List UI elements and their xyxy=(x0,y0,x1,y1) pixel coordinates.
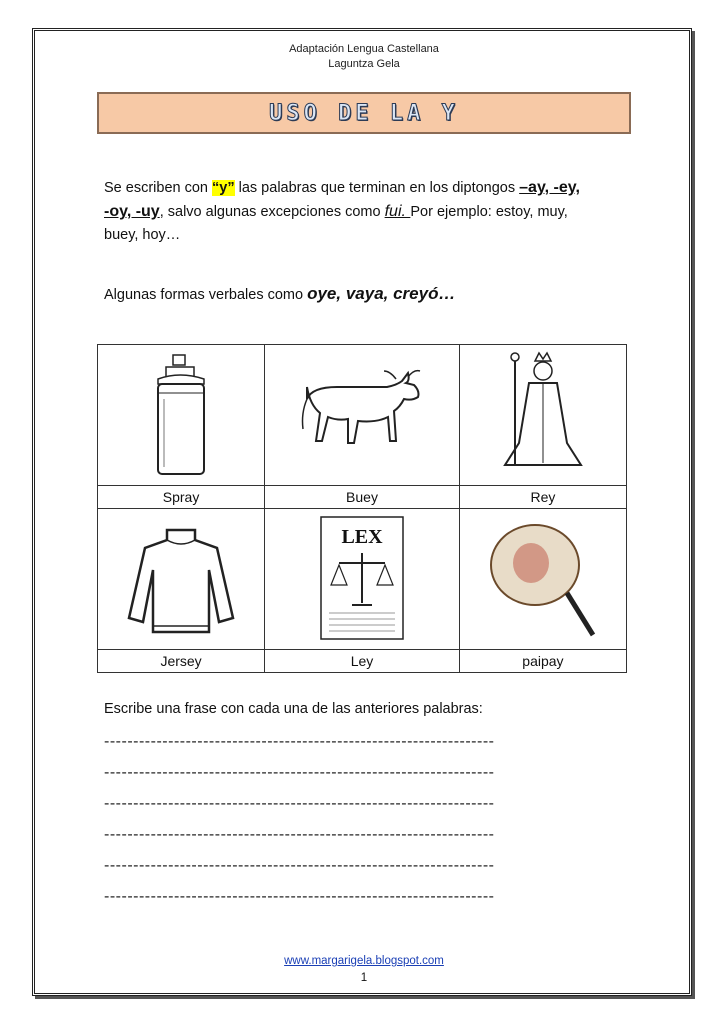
law-document-icon xyxy=(317,513,407,643)
writing-line[interactable]: ------------------------------------------------------------------- xyxy=(104,764,495,781)
label-spray: Spray xyxy=(98,486,265,509)
header-line-1: Adaptación Lengua Castellana xyxy=(289,43,439,55)
title-banner xyxy=(97,92,631,134)
image-cell-jersey xyxy=(98,509,265,650)
ox-icon xyxy=(292,359,432,469)
footer-link[interactable]: www.margarigela.blogspot.com xyxy=(284,955,444,967)
header-line-2: Laguntza Gela xyxy=(328,58,400,70)
exercise-instruction: Escribe una frase con cada una de las anteriores palabras: xyxy=(104,701,483,717)
rule-text-1: Se escriben con xyxy=(104,180,213,196)
writing-line[interactable]: ------------------------------------------------------------------- xyxy=(104,733,495,750)
image-cell-paipay xyxy=(459,509,626,650)
exception-fui: fui. xyxy=(384,203,411,220)
verbs-paragraph xyxy=(104,282,624,307)
label-ley: Ley xyxy=(265,650,460,673)
image-cell-buey xyxy=(265,345,460,486)
diphthongs-2: -oy, -uy xyxy=(104,203,160,220)
rule-text-5: buey, hoy… xyxy=(104,227,181,243)
rule-text-4: Por ejemplo: estoy, muy, xyxy=(410,204,568,220)
rule-text-2: las palabras que terminan en los diptongos xyxy=(234,180,520,196)
king-icon xyxy=(493,349,593,479)
page-title: USO DE LA Y xyxy=(269,100,459,126)
sweater-icon xyxy=(121,518,241,638)
footer-url-wrap xyxy=(0,955,728,967)
writing-line[interactable]: ------------------------------------------------------------------- xyxy=(104,888,495,905)
verbs-examples: oye, vaya, creyó… xyxy=(307,284,456,303)
hand-fan-icon xyxy=(483,513,603,643)
vocabulary-table xyxy=(97,344,627,673)
writing-line[interactable]: ------------------------------------------------------------------- xyxy=(104,795,495,812)
image-cell-ley xyxy=(265,509,460,650)
highlighted-y: “y” xyxy=(212,180,235,196)
lex-text: LEX xyxy=(341,525,383,548)
diphthongs-1: –ay, -ey, xyxy=(519,179,580,196)
writing-line[interactable]: ------------------------------------------------------------------- xyxy=(104,826,495,843)
page-number: 1 xyxy=(360,972,368,984)
rule-paragraph xyxy=(104,176,624,247)
label-rey: Rey xyxy=(459,486,626,509)
image-cell-rey xyxy=(459,345,626,486)
label-paipay: paipay xyxy=(459,650,626,673)
image-cell-spray xyxy=(98,345,265,486)
label-jersey: Jersey xyxy=(98,650,265,673)
writing-line[interactable]: ------------------------------------------------------------------- xyxy=(104,857,495,874)
rule-text-3: , salvo algunas excepciones como xyxy=(159,204,385,220)
verbs-intro: Algunas formas verbales como xyxy=(104,287,308,303)
spray-can-icon xyxy=(136,349,226,479)
label-buey: Buey xyxy=(265,486,460,509)
